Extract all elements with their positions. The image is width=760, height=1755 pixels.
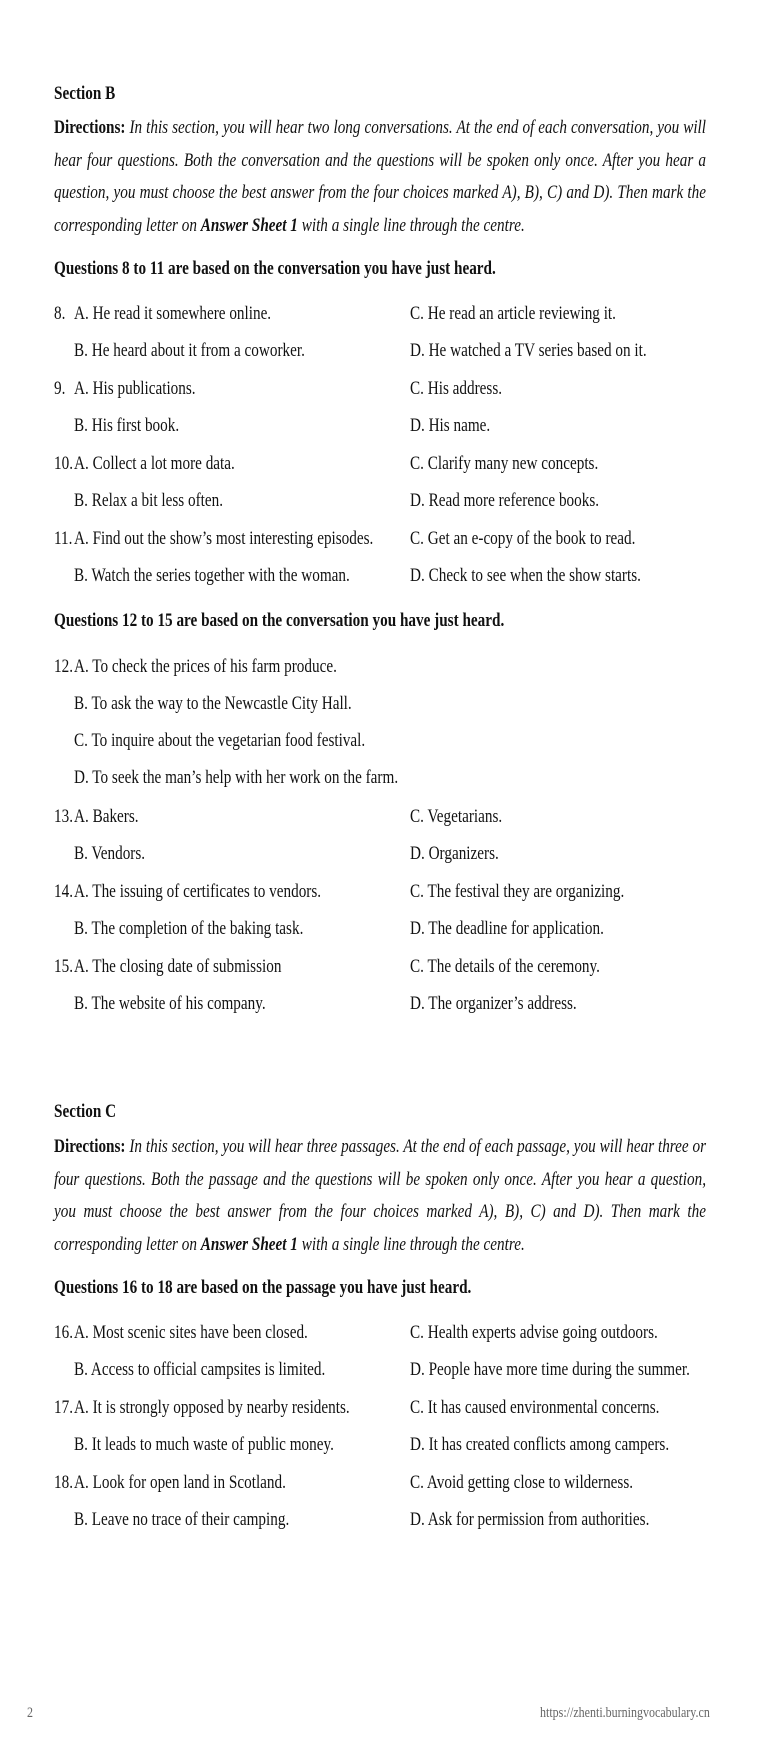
question-number: 10.	[54, 453, 73, 474]
option-a: A. To check the prices of his farm produce.	[74, 656, 337, 677]
option-a: A. Look for open land in Scotland.	[74, 1472, 286, 1493]
option-d: D. To seek the man’s help with her work on the farm.	[74, 767, 399, 788]
option-c: C. The festival they are organizing.	[410, 881, 625, 902]
section-c-title: Section C	[54, 1101, 117, 1122]
option-a: A. His publications.	[74, 378, 196, 399]
section-b-directions	[54, 112, 706, 242]
directions-label: Directions:	[54, 1136, 126, 1157]
option-d: D. The organizer’s address.	[410, 993, 577, 1014]
option-d: D. Ask for permission from authorities.	[410, 1509, 650, 1530]
directions-text-end: with a single line through the centre.	[301, 1233, 525, 1255]
option-c: C. Vegetarians.	[410, 806, 503, 827]
option-d: D. He watched a TV series based on it.	[410, 340, 647, 361]
option-d: D. His name.	[410, 415, 491, 436]
question-number: 18.	[54, 1472, 73, 1493]
source-url: https://zhenti.burningvocabulary.cn	[540, 1705, 710, 1721]
question-group-heading: Questions 8 to 11 are based on the conversation you have just heard.	[54, 258, 496, 279]
question-number: 16.	[54, 1322, 73, 1343]
option-b: B. Watch the series together with the woman.	[74, 565, 350, 586]
question-number: 11.	[54, 528, 73, 549]
option-d: D. Organizers.	[410, 843, 499, 864]
page-number: 2	[27, 1705, 33, 1721]
option-c: C. Get an e-copy of the book to read.	[410, 528, 636, 549]
option-c: C. Avoid getting close to wilderness.	[410, 1472, 634, 1493]
option-b: B. Relax a bit less often.	[74, 490, 224, 511]
option-a: A. The closing date of submission	[74, 956, 282, 977]
option-c: C. His address.	[410, 378, 503, 399]
option-a: A. He read it somewhere online.	[74, 303, 272, 324]
option-a: A. Find out the show’s most interesting episodes.	[74, 528, 374, 549]
question-number: 15.	[54, 956, 73, 977]
answer-sheet-emph: Answer Sheet 1	[200, 1233, 298, 1255]
question-number: 8.	[54, 303, 66, 324]
directions-label: Directions:	[54, 117, 126, 138]
option-c: C. The details of the ceremony.	[410, 956, 600, 977]
question-number: 17.	[54, 1397, 73, 1418]
option-c: C. To inquire about the vegetarian food festival.	[74, 730, 366, 751]
option-d: D. People have more time during the summer.	[410, 1359, 690, 1380]
option-d: D. Read more reference books.	[410, 490, 600, 511]
option-d: D. It has created conflicts among campers.	[410, 1434, 670, 1455]
option-b: B. Leave no trace of their camping.	[74, 1509, 290, 1530]
option-b: B. It leads to much waste of public money.	[74, 1434, 334, 1455]
option-c: C. Health experts advise going outdoors.	[410, 1322, 658, 1343]
option-b: B. He heard about it from a coworker.	[74, 340, 305, 361]
option-b: B. His first book.	[74, 415, 180, 436]
answer-sheet-emph: Answer Sheet 1	[200, 214, 298, 236]
option-c: C. Clarify many new concepts.	[410, 453, 599, 474]
question-group-heading: Questions 12 to 15 are based on the conversation you have just heard.	[54, 610, 505, 631]
option-c: C. It has caused environmental concerns.	[410, 1397, 660, 1418]
question-number: 14.	[54, 881, 73, 902]
option-b: B. To ask the way to the Newcastle City Hall.	[74, 693, 352, 714]
option-a: A. It is strongly opposed by nearby residents.	[74, 1397, 350, 1418]
option-d: D. The deadline for application.	[410, 918, 604, 939]
directions-text: In this section, you will hear three passages. At the end of each passage, you will hear three or four questions. Both the passage and the questions will be spoken only once. After you hear a question, you must choose the best answer from the four choices marked A), B), C) and D). Then mark the corresponding letter on	[54, 1136, 707, 1255]
option-c: C. He read an article reviewing it.	[410, 303, 616, 324]
option-b: B. Vendors.	[74, 843, 146, 864]
question-number: 12.	[54, 656, 73, 677]
section-c-directions	[54, 1131, 706, 1261]
option-b: B. Access to official campsites is limited.	[74, 1359, 326, 1380]
option-a: A. Most scenic sites have been closed.	[74, 1322, 308, 1343]
question-group-heading: Questions 16 to 18 are based on the passage you have just heard.	[54, 1277, 472, 1298]
option-a: A. Collect a lot more data.	[74, 453, 235, 474]
directions-text: In this section, you will hear two long conversations. At the end of each conversation, you will hear four questions. Both the conversation and the questions will be spoken only once. After you hear a question, you must choose the best answer from the four choices marked A), B), C) and D). Then mark the corresponding letter on	[54, 117, 707, 236]
option-a: A. The issuing of certificates to vendors.	[74, 881, 322, 902]
option-d: D. Check to see when the show starts.	[410, 565, 641, 586]
option-b: B. The website of his company.	[74, 993, 266, 1014]
section-b-title: Section B	[54, 83, 116, 104]
option-a: A. Bakers.	[74, 806, 139, 827]
question-number: 13.	[54, 806, 73, 827]
question-number: 9.	[54, 378, 66, 399]
option-b: B. The completion of the baking task.	[74, 918, 304, 939]
directions-text-end: with a single line through the centre.	[301, 214, 525, 236]
